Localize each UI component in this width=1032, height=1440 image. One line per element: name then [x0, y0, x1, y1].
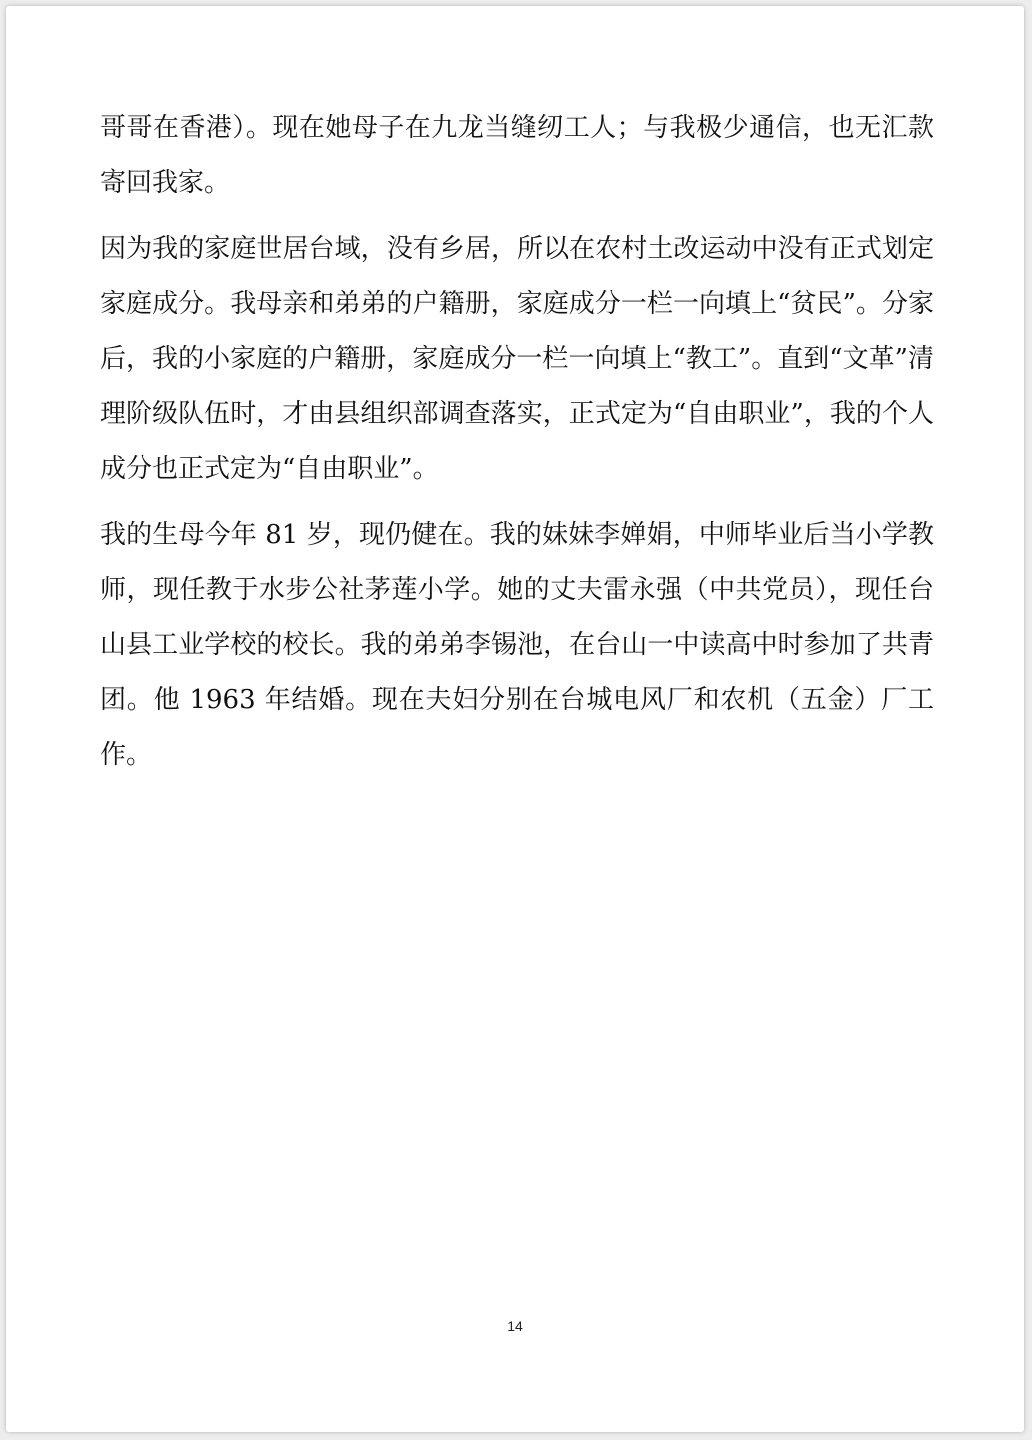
document-page [6, 6, 1024, 1432]
document-body [100, 101, 934, 794]
paragraph-3: 我的生母今年 81 岁，现仍健在。我的妹妹李婵娟，中师毕业后当小学教师，现任教于水步公社茅莲小学。她的丈夫雷永强（中共党员），现任台山县工业学校的校长。我的弟弟李锡池，在台山一中读高中时参加了共青团。他 1963 年结婚。现在夫妇分别在台城电风厂和农机（五金）厂工作。 [100, 520, 934, 770]
page-number: 14 [507, 1318, 523, 1334]
paragraph-1: 哥哥在香港）。现在她母子在九龙当缝纫工人；与我极少通信，也无汇款寄回我家。 [100, 113, 934, 198]
paragraph-2: 因为我的家庭世居台域，没有乡居，所以在农村土改运动中没有正式划定家庭成分。我母亲和弟弟的户籍册，家庭成分一栏一向填上“贫民”。分家后，我的小家庭的户籍册，家庭成分一栏一向填上“教工”。直到“文革”清理阶级队伍时，才由县组织部调查落实，正式定为“自由职业”，我的个人成分也正式定为“自由职业”。 [100, 234, 934, 484]
